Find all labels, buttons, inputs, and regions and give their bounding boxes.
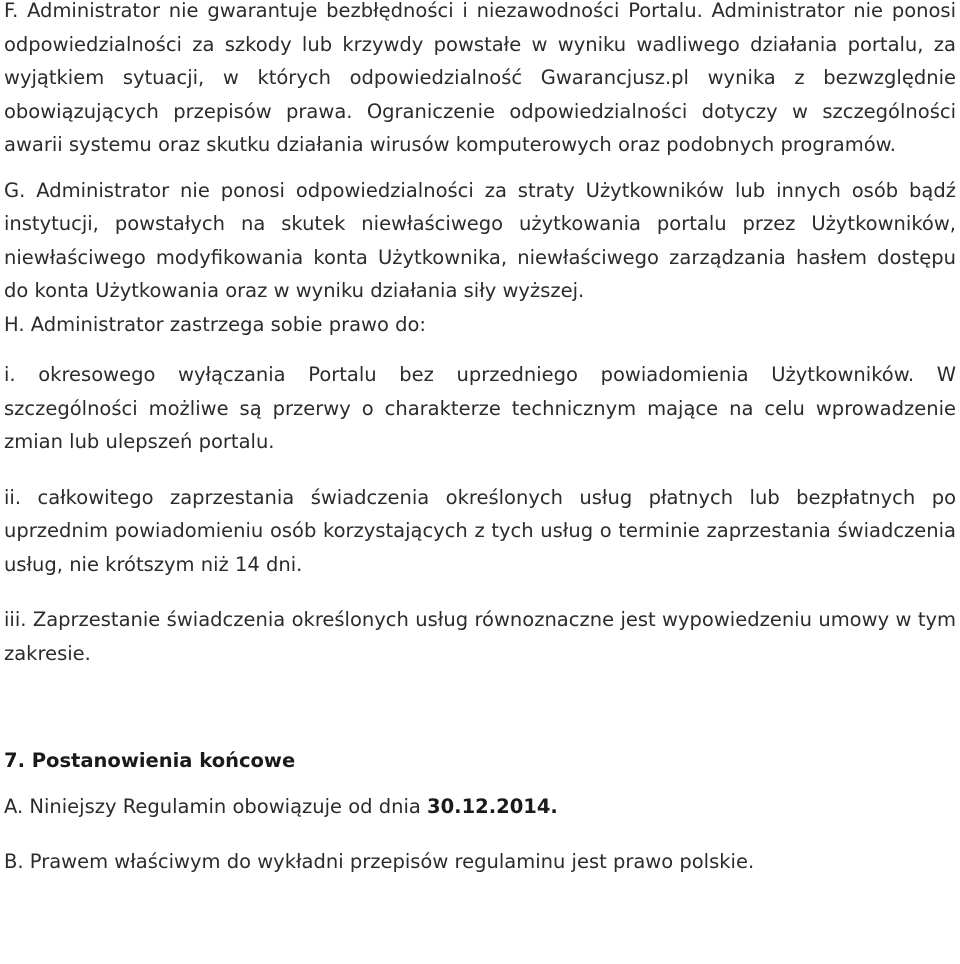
- section-heading: 7. Postanowienia końcowe: [4, 749, 296, 772]
- paragraph-h: H. Administrator zastrzega sobie prawo do:: [4, 312, 426, 336]
- paragraph-h-ii: ii. całkowitego zaprzestania świadczenia określonych usług płatnych lub bezpłatnych po uprzednim powiadomieniu osób korzystających z tych usług o terminie zaprzestania świadczenia usług, nie krótszym niż 14 dni.: [4, 485, 956, 576]
- regulation-document: [4, 0, 956, 879]
- paragraph-h-iii: iii. Zaprzestanie świadczenia określonych usług równoznaczne jest wypowiedzeniu umowy w tym zakresie.: [4, 608, 956, 665]
- paragraph-f: F. Administrator nie gwarantuje bezbłędności i niezawodności Portalu. Administrator nie ponosi odpowiedzialności za szkody lub krzywdy powstałe w wyniku wadliwego działania portalu, za wyjątkiem sytuacji, w których odpowiedzialność Gwarancjusz.pl wynika z bezwzględnie obowiązujących przepisów prawa. Ograniczenie odpowiedzialności dotyczy w szczególności awarii systemu oraz skutku działania wirusów komputerowych oraz podobnych programów.: [4, 0, 956, 156]
- paragraph-a: [4, 790, 956, 824]
- effective-date: 30.12.2014.: [427, 794, 558, 818]
- paragraph-a-text: A. Niniejszy Regulamin obowiązuje od dnia: [4, 794, 428, 818]
- paragraph-g: G. Administrator nie ponosi odpowiedzialności za straty Użytkowników lub innych osób bądź instytucji, powstałych na skutek niewłaściwego użytkowania portalu przez Użytkowników, niewłaściwego modyfikowania konta Użytkownika, niewłaściwego zarządzania hasłem dostępu do konta Użytkowania oraz w wyniku działania siły wyższej.: [4, 178, 956, 302]
- paragraph-h-i: i. okresowego wyłączania Portalu bez uprzedniego powiadomienia Użytkowników. W szczególności możliwe są przerwy o charakterze technicznym mające na celu wprowadzenie zmian lub ulepszeń portalu.: [4, 363, 956, 453]
- paragraph-b: B. Prawem właściwym do wykładni przepisów regulaminu jest prawo polskie.: [4, 850, 755, 873]
